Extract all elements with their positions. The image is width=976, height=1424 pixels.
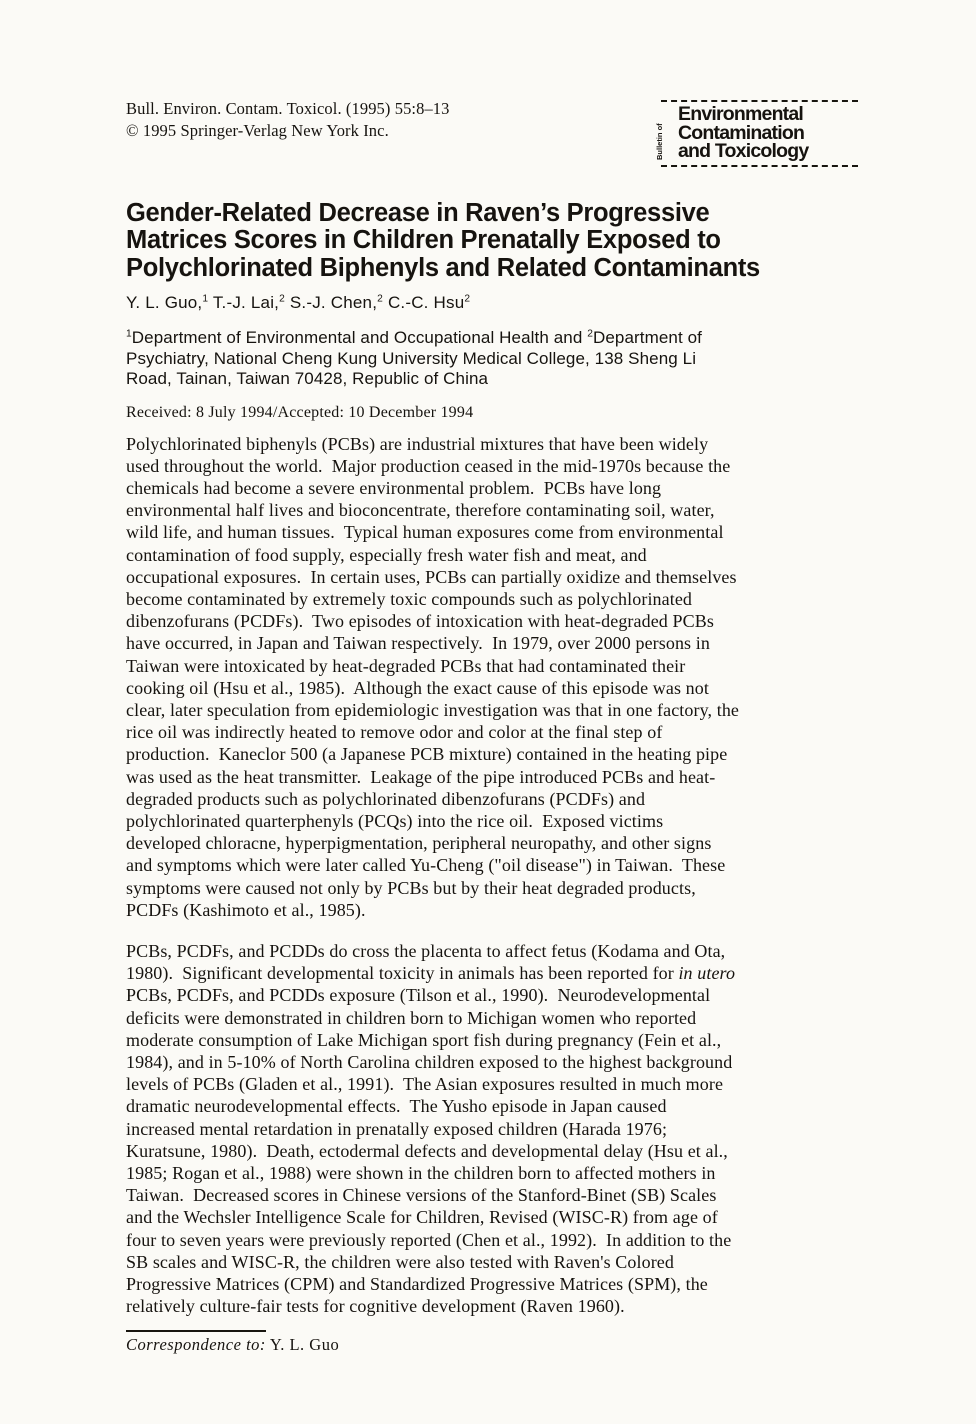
copyright-line: © 1995 Springer-Verlag New York Inc. — [126, 120, 389, 140]
body-paragraph-1: Polychlorinated biphenyls (PCBs) are industrial mixtures that have been widely used throughout the world. Major production ceased in the mid-1970s because the chemicals had become a severe environmental problem. PCBs have long environmental half lives and bioconcentrate, therefore contaminating soil, water, wild life, and human tissues. Typical human exposures come from environmental contamination of food supply, especially fresh water fish and meat, and occupational exposures. In certain uses, PCBs can partially oxidize and themselves become contaminated by extremely toxic compounds such as polychlorinated dibenzofurans (PCDFs). Two episodes of intoxication with heat-degraded PCBs have occurred, in Japan and Taiwan respectively. In 1979, over 2000 persons in Taiwan were intoxicated by heat-degraded PCBs that had contaminated their cooking oil (Hsu et al., 1985). Although the exact cause of this episode was not clear, later speculation from epidemiologic investigation was that in one factory, the rice oil was indirectly heated to remove odor and color at the final step of production. Kaneclor 500 (a Japanese PCB mixture) contained in the heating pipe was used as the heat transmitter. Leakage of the pipe introduced PCBs and heat- degraded products such as polychlorinated dibenzofurans (PCDFs) and polychlorinated quarterphenyls (PCQs) into the rice oil. Exposed victims developed chloracne, hyperpigmentation, peripheral neuropathy, and other signs and symptoms which were later called Yu-Cheng ("oil disease") in Taiwan. These symptoms were caused not only by PCBs but by their heat degraded products, PCDFs (Kashimoto et al., 1985). — [126, 433, 740, 920]
journal-citation-block — [126, 98, 450, 141]
correspondence-footnote: Correspondence to: Y. L. Guo — [126, 1335, 340, 1355]
page-header — [126, 98, 858, 167]
journal-logo-vertical-text: Bulletin of — [655, 122, 664, 160]
received-accepted-line: Received: 8 July 1994/Accepted: 10 December 1994 — [126, 403, 474, 421]
authors-line: Y. L. Guo,$^1$ T.-J. Lai,$^2$ S.-J. Chen,$^2$ C.-C. Hsu$^2$ — [126, 293, 471, 312]
journal-citation: Bull. Environ. Contam. Toxicol. (1995) 55:8–13 — [126, 99, 450, 118]
footnote-rule — [126, 1330, 266, 1332]
journal-logo-line: and Toxicology — [678, 140, 809, 162]
article-title: Gender-Related Decrease in Raven’s Progressive Matrices Scores in Children Prenatally Exposed to Polychlorinated Biphenyls and Related Contaminants — [126, 198, 760, 282]
journal-logo-line: Contamination — [678, 121, 805, 144]
affiliation-block: $^1$Department of Environmental and Occupational Health and $^2$Department of Psychiatry, National Cheng Kung University Medical College, 138 Sheng Li Road, Tainan, Taiwan 70428, Republic of China — [126, 328, 703, 388]
body-paragraph-2: PCBs, PCDFs, and PCDDs do cross the placenta to affect fetus (Kodama and Ota, 1980). Significant developmental toxicity in animals has been reported for in utero PCBs, PCDFs, and PCDDs exposure (Tilson et al., 1990). Neurodevelopmental deficits were demonstrated in children born to Michigan women who reported moderate consumption of Lake Michigan sport fish during pregnancy (Fein et al., 1984), and in 5-10% of North Carolina children exposed to the highest background levels of PCBs (Gladen et al., 1991). The Asian exposures resulted in much more dramatic neurodevelopmental effects. The Yusho episode in Japan caused increased mental retardation in prenatally exposed children (Harada 1976; Kuratsune, 1980). Death, ectodermal defects and developmental delay (Hsu et al., 1985; Rogan et al., 1988) were shown in the children born to affected mothers in Taiwan. Decreased scores in Chinese versions of the Stanford-Binet (SB) Scales and the Wechsler Intelligence Scale for Children, Revised (WISC-R) from age of four to seven years were previously reported (Chen et al., 1992). In addition to the SB scales and WISC-R, the children were also tested with Raven's Colored Progressive Matrices (CPM) and Standardized Progressive Matrices (SPM), the relatively culture-fair tests for cognitive development (Raven 1960). — [126, 940, 736, 1317]
journal-logo — [655, 100, 858, 167]
journal-logo-line: Environmental — [678, 103, 804, 125]
